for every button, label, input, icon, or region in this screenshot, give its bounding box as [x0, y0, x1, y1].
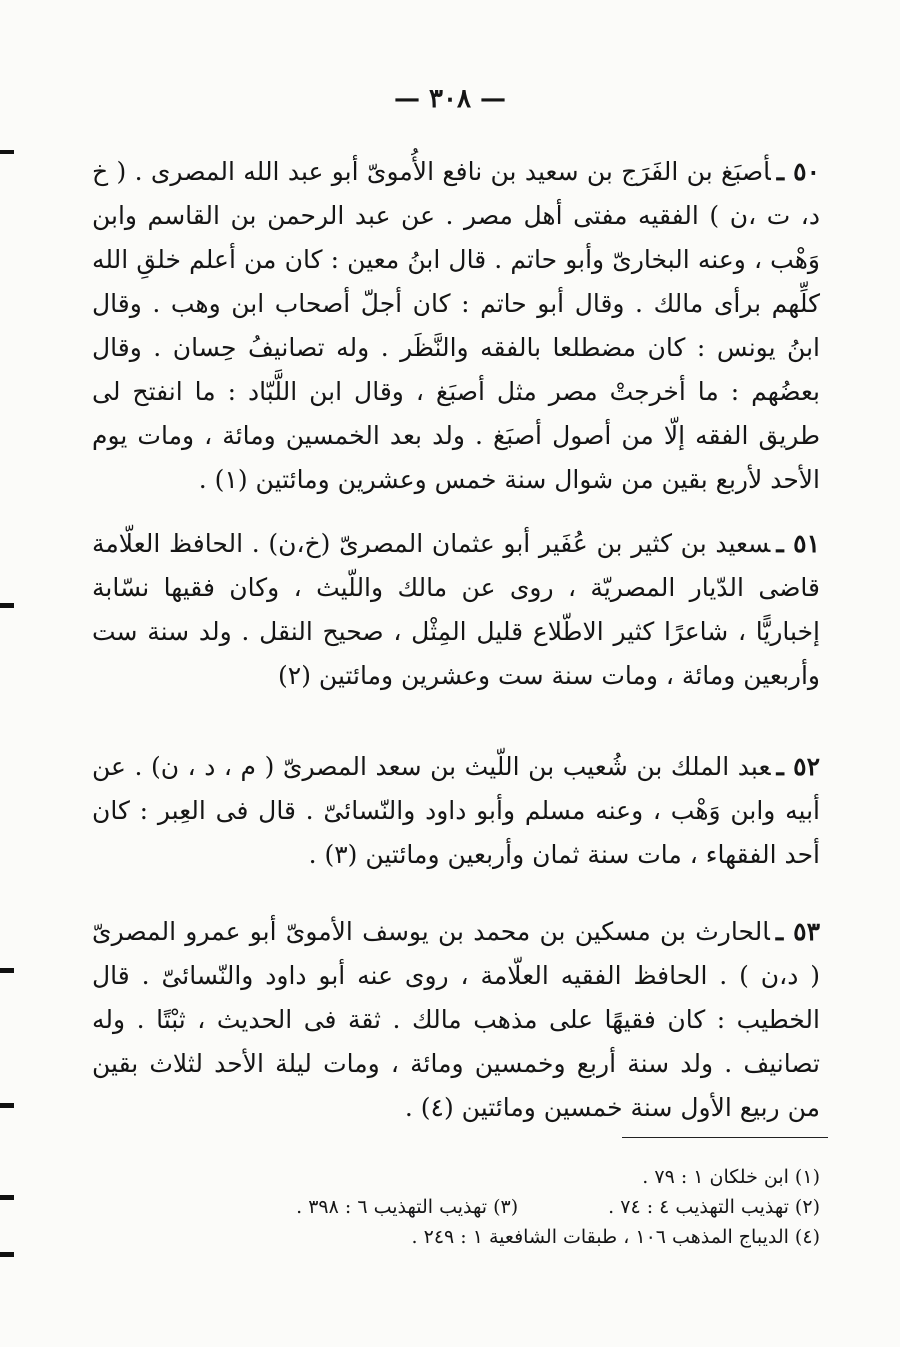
footnote-3: (٣) تهذيب التهذيب ٦ : ٣٩٨ .: [296, 1196, 519, 1218]
entry-number: ٥٢ ـ: [776, 752, 821, 781]
entry-text: الحارث بن مسكين بن محمد بن يوسف الأموىّ أبو عمرو المصرىّ ( د،ن ) . الحافظ الفقيه العلّامة ، روى عنه أبو داود والنّسائىّ . قال الخطيب : كان فقيهًا على مذهب مالك . ثقة فى الحديث ، ثبْتًا . وله تصانيف . ولد سنة أربع وخمسين ومائة ، ومات ليلة الأحد لثلاث بقين من ربيع الأول سنة خمسين ومائتين (٤) .: [92, 917, 820, 1122]
footnote-row: [200, 1222, 820, 1252]
entry-number: ٥٠ ـ: [776, 157, 821, 186]
margin-mark: [0, 1252, 14, 1257]
footnote-row: [200, 1162, 820, 1192]
entry-53: [92, 910, 820, 1130]
footnote-divider: [622, 1137, 828, 1138]
margin-mark: [0, 150, 14, 154]
page-number: — ٣٠٨ —: [393, 84, 507, 114]
footnote-4: (٤) الديباج المذهب ١٠٦ ، طبقات الشافعية ١ : ٢٤٩ .: [411, 1226, 820, 1248]
entry-number: ٥٣ ـ: [775, 917, 820, 946]
entry-text: سعيد بن كثير بن عُفَير أبو عثمان المصرىّ (خ،ن) . الحافظ العلّامة قاضى الدّيار المصريّة ، روى عن مالك واللّيث ، وكان فقيها نسّابة إخباريًّا ، شاعرًا كثير الاطّلاع قليل المِثْل ، صحيح النقل . ولد سنة ست وأربعين ومائة ، ومات سنة ست وعشرين ومائتين (٢): [92, 529, 820, 690]
entry-text: أصبَغ بن الفَرَج بن سعيد بن نافع الأُموىّ أبو عبد الله المصرى . ( خ د، ت ،ن ) الفقيه مفتى أهل مصر . عن عبد الرحمن بن القاسم وابن وَهْب ، وعنه البخارىّ وأبو حاتم . قال ابنُ معين : كان من أعلم خلقِ الله كلِّهم برأى مالك . وقال أبو حاتم : كان أجلّ أصحاب ابن وهب . وقال ابنُ يونس : كان مضطلعا بالفقه والنَّظَر . وله تصانيفُ حِسان . وقال بعضُهم : ما أخرجتْ مصر مثل أصبَغ ، وقال ابن اللَّبّاد : ما انفتح لى طريق الفقه إلّا من أصول أصبَغ . ولد بعد الخمسين ومائة ، ومات يوم الأحد لأربع بقين من شوال سنة خمس وعشرين ومائتين (١) .: [92, 157, 820, 494]
margin-mark: [0, 1195, 14, 1200]
entry-number: ٥١ ـ: [776, 529, 821, 558]
margin-mark: [0, 968, 14, 973]
footnotes: [200, 1162, 820, 1252]
margin-mark: [0, 603, 14, 608]
footnote-1: (١) ابن خلكان ١ : ٧٩ .: [642, 1166, 820, 1188]
margin-mark: [0, 1103, 14, 1108]
entry-text: عبد الملك بن شُعيب بن اللّيث بن سعد المصرىّ ( م ، د ، ن) . عن أبيه وابن وَهْب ، وعنه مسلم وأبو داود والنّسائىّ . قال فى العِبر : كان أحد الفقهاء ، مات سنة ثمان وأربعين ومائتين (٣) .: [92, 752, 820, 869]
entry-52: [92, 745, 820, 877]
footnote-row: [200, 1192, 820, 1222]
footnote-2: (٢) تهذيب التهذيب ٤ : ٧٤ .: [608, 1196, 820, 1218]
entry-51: [92, 522, 820, 698]
entry-50: [92, 150, 820, 502]
